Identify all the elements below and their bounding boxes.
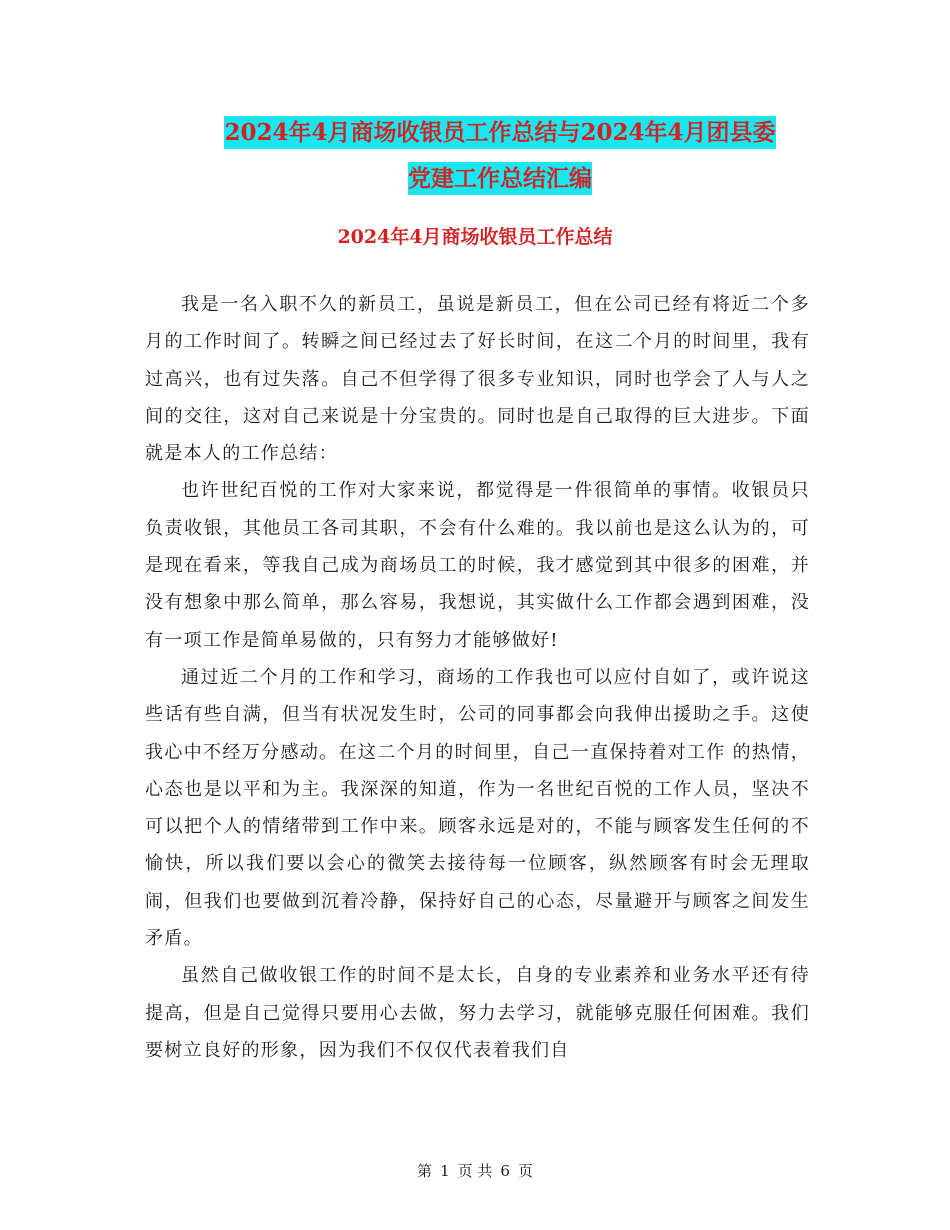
footer-mid: 页 共 (457, 1162, 493, 1180)
total-pages-number: 6 (500, 1162, 510, 1180)
document-title (140, 110, 860, 202)
page-footer (0, 1160, 950, 1181)
section-title: 2024年4月商场收银员工作总结 (337, 226, 613, 248)
current-page-number: 1 (440, 1162, 450, 1180)
document-title-line2: 党建工作总结汇编 (408, 162, 592, 195)
paragraph: 我是一名入职不久的新员工，虽说是新员工，但在公司已经有将近二个多月的工作时间了。转瞬之间已经过去了好长时间，在这二个月的时间里，我有过高兴，也有过失落。自己不但学得了很多专业知识，同时也学会了人与人之间的交往，这对自己来说是十分宝贵的。同时也是自己取得的巨大进步。下面就是本人的工作总结： (145, 294, 810, 465)
footer-prefix: 第 (417, 1162, 433, 1180)
document-title-line1: 2024年4月商场收银员工作总结与2024年4月团县委 (224, 116, 775, 149)
paragraph: 也许世纪百悦的工作对大家来说，都觉得是一件很简单的事情。收银员只负责收银，其他员工各司其职，不会有什么难的。我以前也是这么认为的，可是现在看来，等我自己成为商场员工的时候，我才感觉到其中很多的困难，并没有想象中那么简单，那么容易，我想说，其实做什么工作都会遇到困难，没有一项工作是简单易做的，只有努力才能够做好! (145, 480, 810, 651)
paragraph: 虽然自己做收银工作的时间不是太长，自身的专业素养和业务水平还有待提高，但是自己觉得只要用心去做，努力去学习，就能够克服任何困难。我们要树立良好的形象，因为我们不仅仅代表着我们自 (145, 965, 810, 1061)
paragraph: 通过近二个月的工作和学习，商场的工作我也可以应付自如了，或许说这些话有些自满，但当有状况发生时，公司的同事都会向我伸出援助之手。这使我心中不经万分感动。在这二个月的时间里，自己一直保持着对工作 的热情，心态也是以平和为主。我深深的知道，作为一名世纪百悦的工作人员，坚决不可以把个人的情绪带到工作中来。顾客永远是对的，不能与顾客发生任何的不愉快，所以我们要以会心的微笑去接待每一位顾客，纵然顾客有时会无理取闹，但我们也要做到沉着冷静，保持好自己的心态，尽量避开与顾客之间发生矛盾。 (145, 666, 810, 950)
footer-suffix: 页 (517, 1162, 533, 1180)
document-body (145, 286, 810, 1069)
